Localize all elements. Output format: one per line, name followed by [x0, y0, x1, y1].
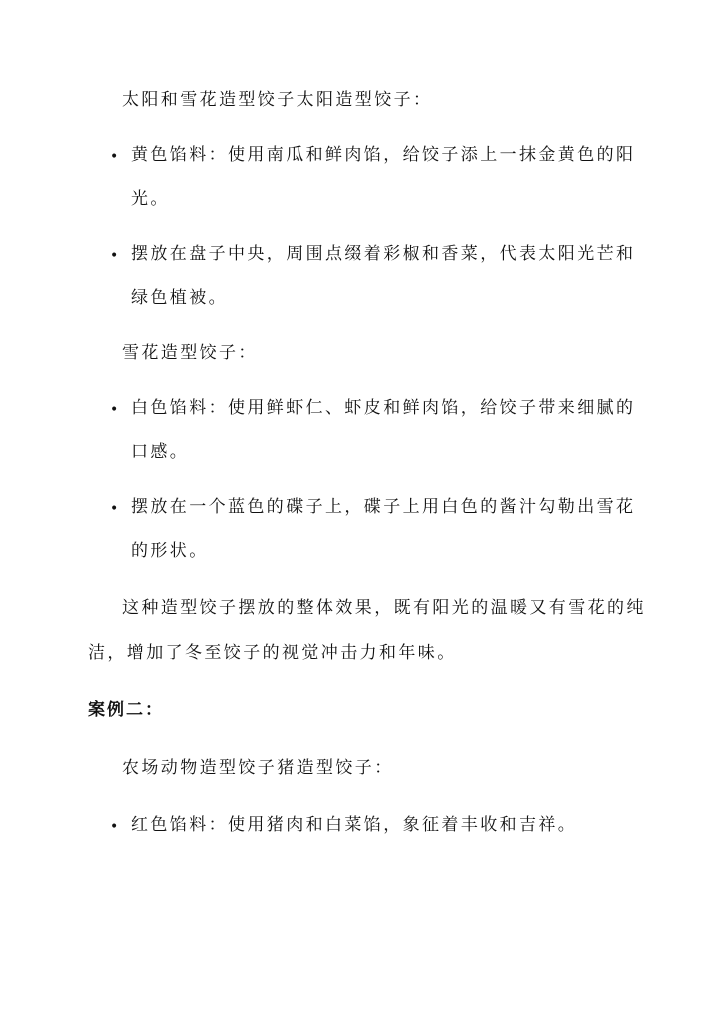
- section-heading-case-two: 案例二：: [88, 700, 164, 720]
- bullet-yellow-filling-line2: 光。: [131, 189, 170, 209]
- paragraph-overall-effect-line2: 洁，增加了冬至饺子的视觉冲击力和年味。: [88, 643, 457, 663]
- bullet-white-filling-line1: 白色馅料：使用鲜虾仁、虾皮和鲜肉馅，给饺子带来细腻的: [131, 398, 636, 418]
- bullet-yellow-filling-line1: 黄色馅料：使用南瓜和鲜肉馅，给饺子添上一抹金黄色的阳: [131, 145, 636, 165]
- paragraph-sun-snowflake-intro: 太阳和雪花造型饺子太阳造型饺子：: [122, 90, 433, 110]
- bullet-plate-center-line1: 摆放在盘子中央，周围点缀着彩椒和香菜，代表太阳光芒和: [131, 244, 636, 264]
- bullet-marker: •: [110, 149, 119, 165]
- paragraph-overall-effect-line1: 这种造型饺子摆放的整体效果，既有阳光的温暖又有雪花的纯: [122, 598, 646, 618]
- bullet-white-filling-line2: 口感。: [131, 442, 190, 462]
- paragraph-farm-animal-intro: 农场动物造型饺子猪造型饺子：: [122, 758, 394, 778]
- bullet-marker: •: [110, 402, 119, 418]
- bullet-marker: •: [110, 248, 119, 264]
- paragraph-snowflake-title: 雪花造型饺子：: [122, 343, 258, 363]
- bullet-plate-center-line2: 绿色植被。: [131, 288, 228, 308]
- bullet-blue-plate-line2: 的形状。: [131, 541, 209, 561]
- bullet-marker: •: [110, 819, 119, 835]
- bullet-marker: •: [110, 501, 119, 517]
- bullet-blue-plate-line1: 摆放在一个蓝色的碟子上，碟子上用白色的酱汁勾勒出雪花: [131, 497, 636, 517]
- bullet-red-filling-line1: 红色馅料：使用猪肉和白菜馅，象征着丰收和吉祥。: [131, 815, 578, 835]
